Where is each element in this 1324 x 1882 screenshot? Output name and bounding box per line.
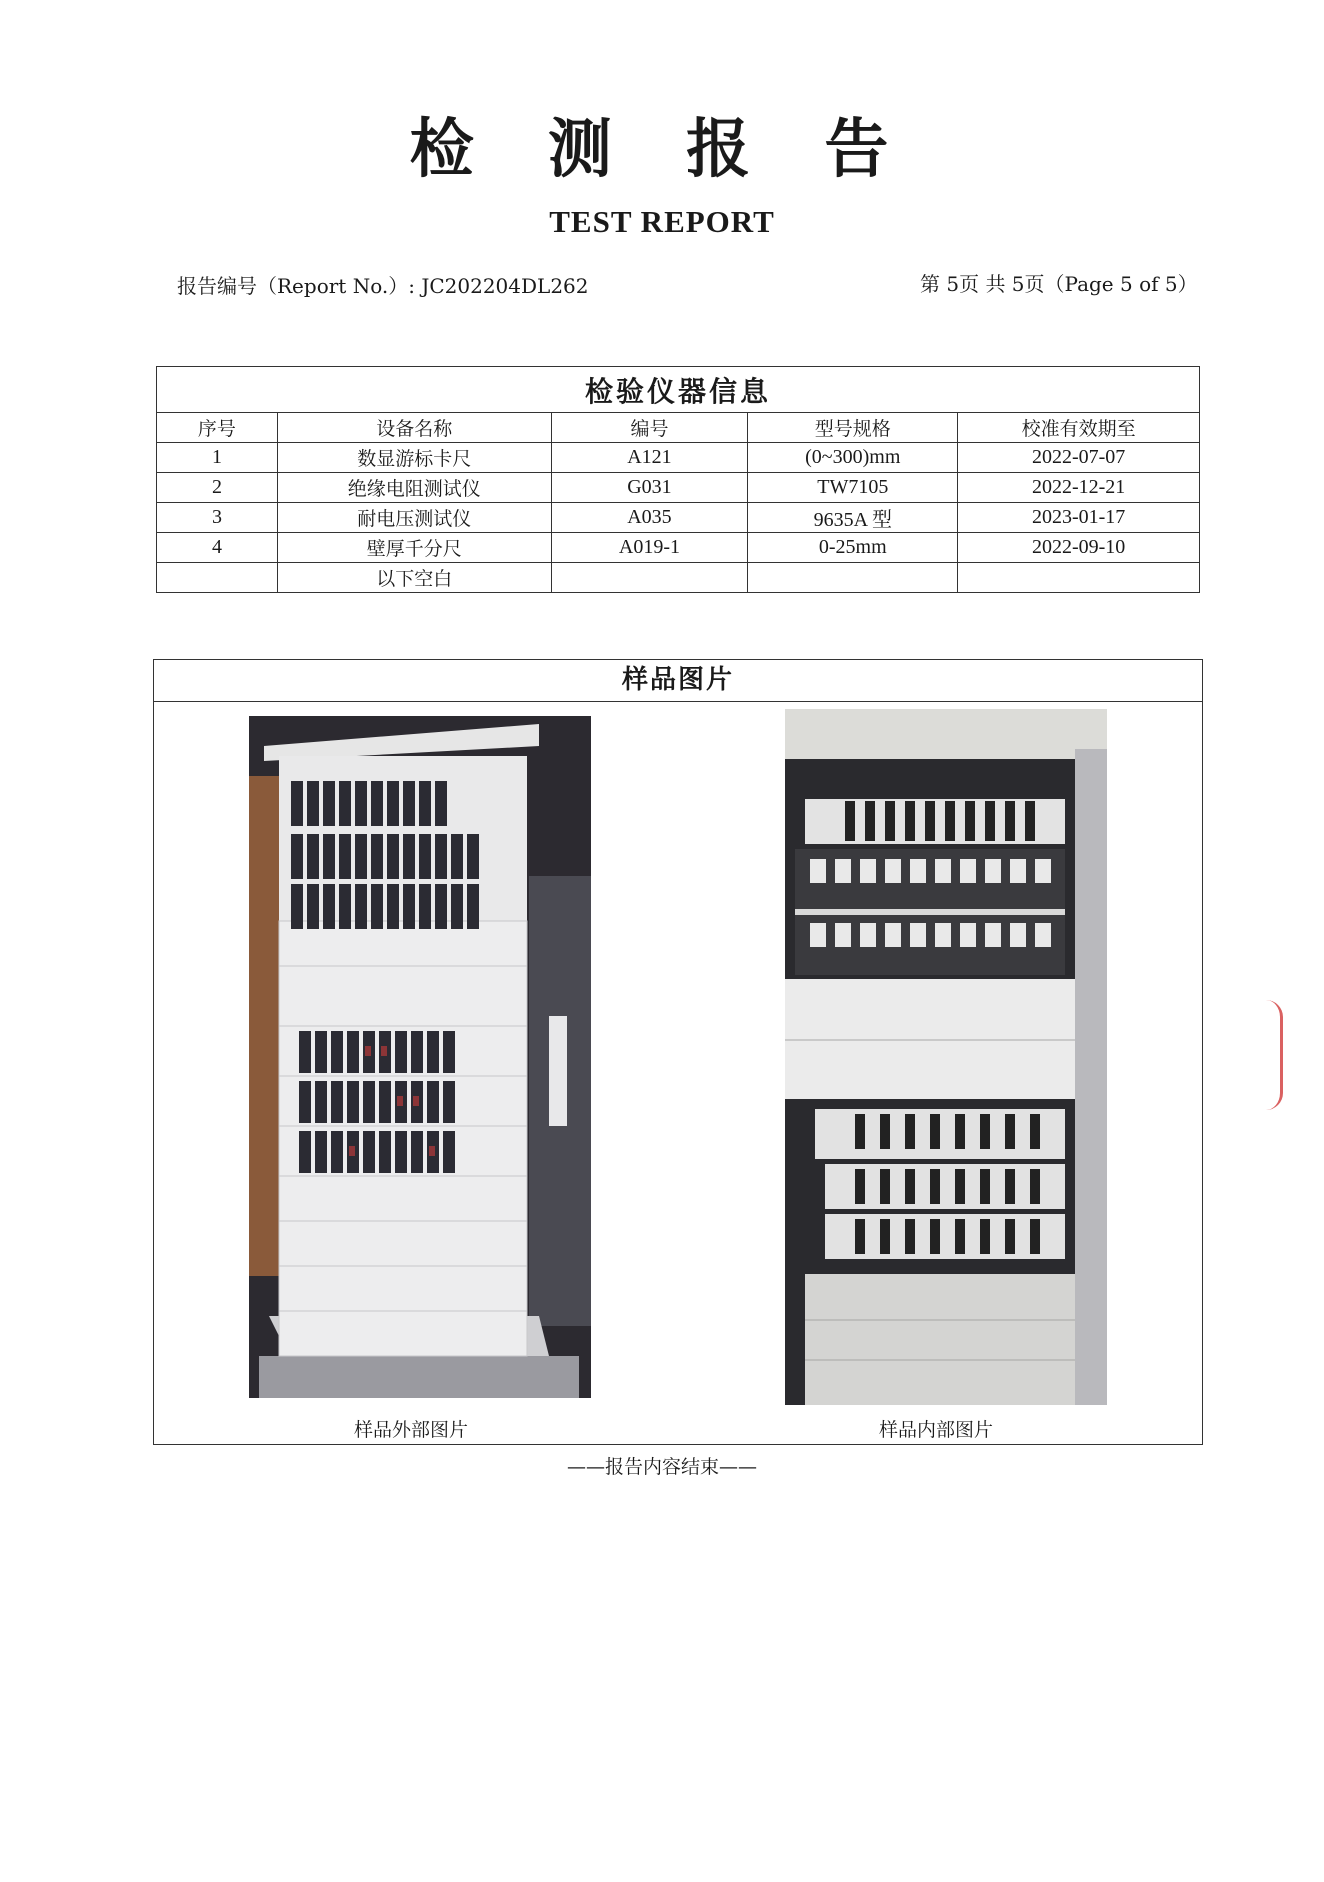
exterior-photo <box>249 716 591 1398</box>
interior-photo <box>785 709 1107 1405</box>
cell-device-name: 耐电压测试仪 <box>277 503 551 533</box>
cell-model: 0-25mm <box>748 533 958 563</box>
exterior-photo-caption: 样品外部图片 <box>354 1419 469 1441</box>
cell-device-id: A035 <box>551 503 748 533</box>
column-header: 序号 <box>157 413 278 443</box>
report-title-en: TEST REPORT <box>549 204 775 239</box>
cell-model: TW7105 <box>748 473 958 503</box>
cell-index: 4 <box>157 533 278 563</box>
table-header-row <box>157 413 1200 443</box>
cell-model: 9635A 型 <box>748 503 958 533</box>
column-header: 编号 <box>551 413 748 443</box>
interior-cabinet-image <box>785 709 1107 1405</box>
interior-photo-caption: 样品内部图片 <box>879 1419 994 1441</box>
cell-model: (0~300)mm <box>748 443 958 473</box>
cell-index: 3 <box>157 503 278 533</box>
instrument-table-title: 检验仪器信息 <box>157 367 1200 413</box>
cell-model <box>748 563 958 593</box>
column-header: 校准有效期至 <box>958 413 1200 443</box>
cell-index <box>157 563 278 593</box>
seal-stamp-edge <box>1266 1000 1283 1110</box>
cell-calibration-date: 2022-12-21 <box>958 473 1200 503</box>
cell-calibration-date <box>958 563 1200 593</box>
report-number: 报告编号（Report No.）: JC202204DL262 <box>177 274 589 298</box>
cell-blank-note: 以下空白 <box>277 563 551 593</box>
column-header: 设备名称 <box>277 413 551 443</box>
cell-calibration-date: 2023-01-17 <box>958 503 1200 533</box>
cell-calibration-date: 2022-09-10 <box>958 533 1200 563</box>
sample-photo-section <box>153 659 1203 1445</box>
cell-index: 2 <box>157 473 278 503</box>
report-title-cn: 检 测 报 告 <box>409 112 915 187</box>
table-row <box>157 563 1200 593</box>
exterior-cabinet-image <box>249 716 591 1398</box>
cell-device-id: A121 <box>551 443 748 473</box>
cell-device-name: 绝缘电阻测试仪 <box>277 473 551 503</box>
cell-device-name: 数显游标卡尺 <box>277 443 551 473</box>
cell-index: 1 <box>157 443 278 473</box>
cell-device-name: 壁厚千分尺 <box>277 533 551 563</box>
page-info: 第 5页 共 5页（Page 5 of 5） <box>920 272 1198 296</box>
cell-device-id <box>551 563 748 593</box>
report-end-line: ——报告内容结束—— <box>566 1456 757 1478</box>
cell-device-id: A019-1 <box>551 533 748 563</box>
sample-photo-title: 样品图片 <box>154 660 1202 702</box>
column-header: 型号规格 <box>748 413 958 443</box>
instrument-table <box>156 366 1200 593</box>
table-row <box>157 533 1200 563</box>
cell-device-id: G031 <box>551 473 748 503</box>
table-row <box>157 473 1200 503</box>
cell-calibration-date: 2022-07-07 <box>958 443 1200 473</box>
table-row <box>157 503 1200 533</box>
table-row <box>157 443 1200 473</box>
